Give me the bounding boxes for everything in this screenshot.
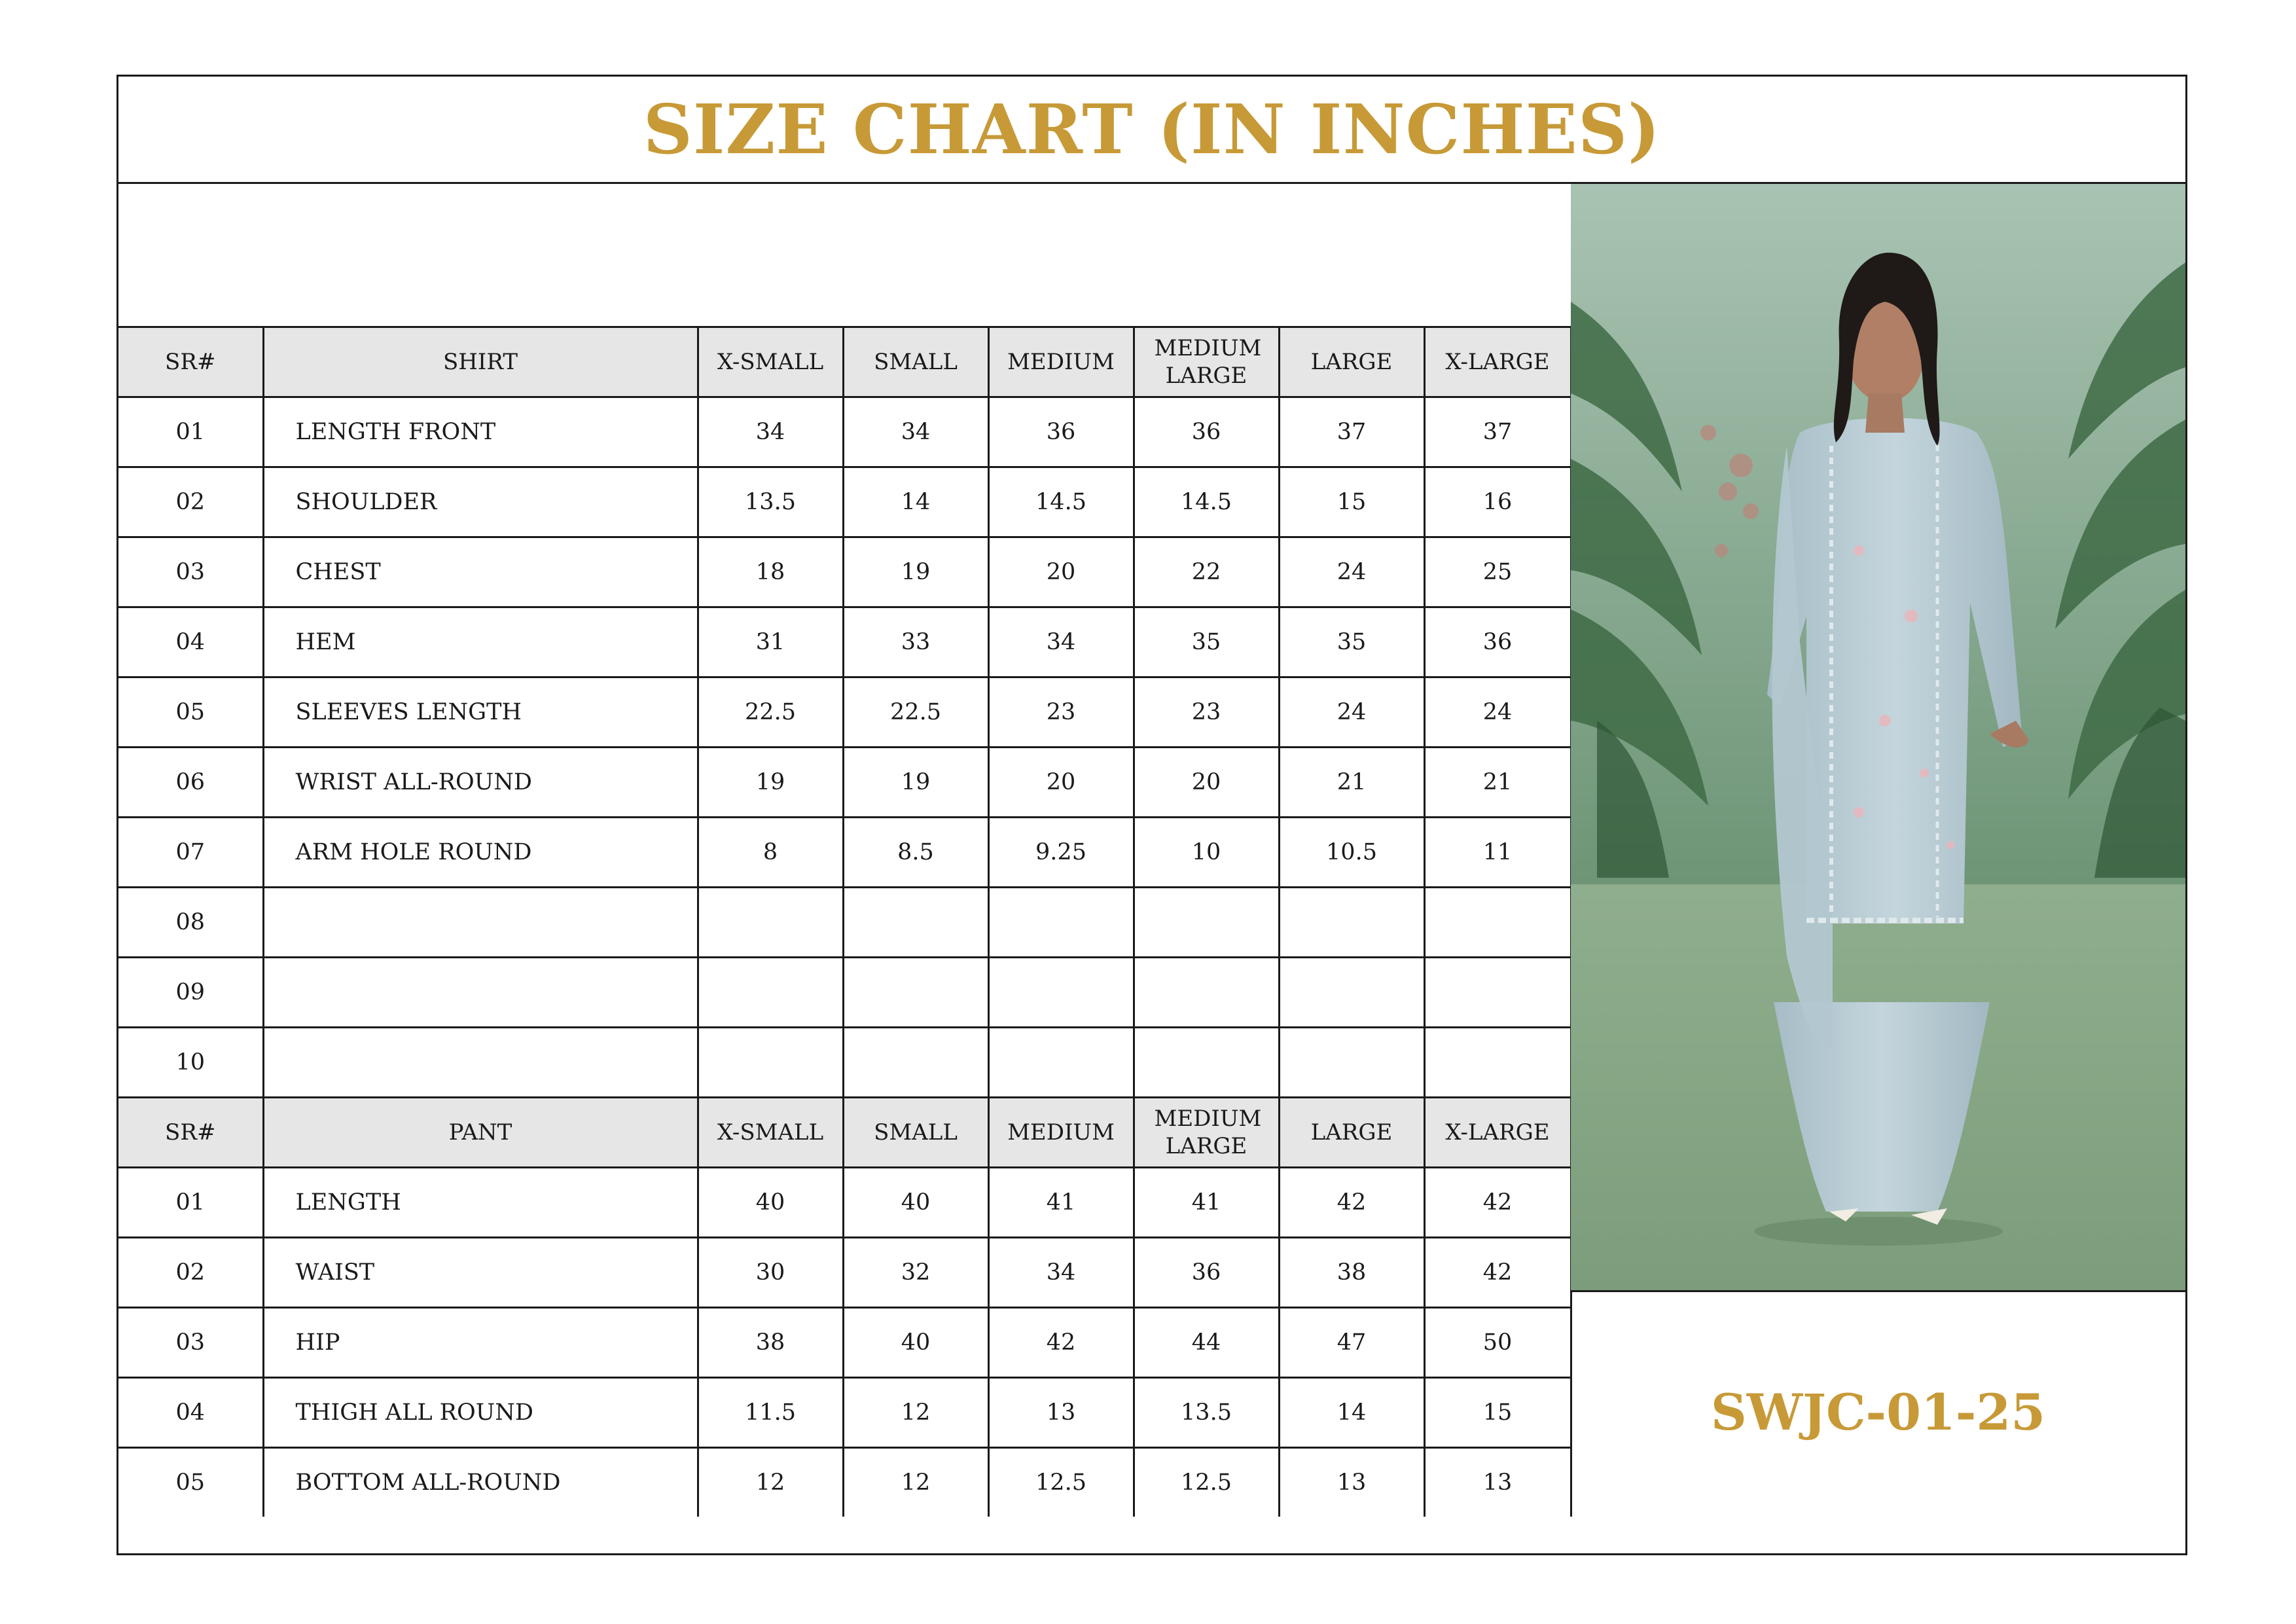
size-value-cell: 20 xyxy=(988,537,1134,607)
size-value-cell: 8.5 xyxy=(843,818,988,888)
size-value-cell: 14 xyxy=(843,467,988,537)
size-value-cell: 16 xyxy=(1424,467,1571,537)
serial-number-cell: 10 xyxy=(118,1028,263,1098)
column-header: X-SMALL xyxy=(698,1098,843,1168)
column-header: MEDIUM LARGE xyxy=(1134,1098,1279,1168)
size-value-cell xyxy=(1424,1028,1571,1098)
size-value-cell xyxy=(988,888,1134,958)
size-chart-frame xyxy=(117,75,2187,1555)
serial-number-cell: 04 xyxy=(118,1378,263,1448)
size-value-cell: 34 xyxy=(988,1238,1134,1308)
size-value-cell: 44 xyxy=(1134,1308,1279,1378)
pant-row xyxy=(118,1238,1571,1308)
size-value-cell: 14.5 xyxy=(988,467,1134,537)
size-value-cell: 33 xyxy=(843,607,988,677)
size-value-cell: 8 xyxy=(698,818,843,888)
serial-number-cell: 04 xyxy=(118,607,263,677)
size-value-cell: 21 xyxy=(1424,748,1571,818)
size-value-cell: 42 xyxy=(988,1308,1134,1378)
size-value-cell: 40 xyxy=(843,1308,988,1378)
size-value-cell: 14 xyxy=(1279,1378,1424,1448)
column-header: LARGE xyxy=(1279,327,1424,397)
column-header: X-LARGE xyxy=(1424,327,1571,397)
size-value-cell: 13 xyxy=(988,1378,1134,1448)
column-header: MEDIUM xyxy=(988,327,1134,397)
serial-number-cell: 02 xyxy=(118,467,263,537)
size-value-cell: 25 xyxy=(1424,537,1571,607)
size-value-cell: 50 xyxy=(1424,1308,1571,1378)
serial-number-cell: 01 xyxy=(118,1168,263,1238)
serial-number-cell: 07 xyxy=(118,818,263,888)
size-value-cell: 13 xyxy=(1424,1448,1571,1517)
shirt-row xyxy=(118,888,1571,958)
product-code: SWJC-01-25 xyxy=(1710,1382,2046,1441)
shirt-row xyxy=(118,467,1571,537)
measurement-name-cell: CHEST xyxy=(263,537,698,607)
size-value-cell: 24 xyxy=(1279,677,1424,748)
measurement-name-cell: LENGTH xyxy=(263,1168,698,1238)
size-value-cell: 36 xyxy=(988,397,1134,467)
blank-header-space xyxy=(118,184,1571,326)
model-photo xyxy=(1571,184,2185,1292)
size-value-cell: 13.5 xyxy=(698,467,843,537)
size-value-cell xyxy=(843,1028,988,1098)
size-value-cell: 13.5 xyxy=(1134,1378,1279,1448)
pant-header-row xyxy=(118,1098,1571,1168)
serial-number-cell: 02 xyxy=(118,1238,263,1308)
column-header: SR# xyxy=(118,1098,263,1168)
size-value-cell: 10.5 xyxy=(1279,818,1424,888)
size-value-cell: 14.5 xyxy=(1134,467,1279,537)
size-value-cell: 36 xyxy=(1424,607,1571,677)
size-value-cell xyxy=(988,1028,1134,1098)
size-value-cell xyxy=(1134,888,1279,958)
size-value-cell: 22 xyxy=(1134,537,1279,607)
size-value-cell: 19 xyxy=(843,748,988,818)
shirt-row xyxy=(118,537,1571,607)
column-header: X-SMALL xyxy=(698,327,843,397)
shirt-row xyxy=(118,607,1571,677)
size-value-cell: 11.5 xyxy=(698,1378,843,1448)
size-value-cell: 40 xyxy=(843,1168,988,1238)
size-value-cell: 38 xyxy=(1279,1238,1424,1308)
size-value-cell xyxy=(1279,1028,1424,1098)
serial-number-cell: 09 xyxy=(118,958,263,1028)
measurement-name-cell: LENGTH FRONT xyxy=(263,397,698,467)
size-table-area xyxy=(118,184,1571,1555)
measurement-name-cell: BOTTOM ALL-ROUND xyxy=(263,1448,698,1517)
size-value-cell: 22.5 xyxy=(843,677,988,748)
measurement-name-cell: HEM xyxy=(263,607,698,677)
size-value-cell xyxy=(1424,958,1571,1028)
size-value-cell: 24 xyxy=(1279,537,1424,607)
measurement-name-cell: WRIST ALL-ROUND xyxy=(263,748,698,818)
serial-number-cell: 03 xyxy=(118,537,263,607)
size-value-cell: 36 xyxy=(1134,397,1279,467)
size-value-cell: 37 xyxy=(1424,397,1571,467)
pant-row xyxy=(118,1378,1571,1448)
size-value-cell: 23 xyxy=(1134,677,1279,748)
column-header: SR# xyxy=(118,327,263,397)
size-value-cell: 12 xyxy=(698,1448,843,1517)
size-value-cell: 34 xyxy=(988,607,1134,677)
page-title: SIZE CHART (IN INCHES) xyxy=(643,89,1661,170)
size-value-cell: 35 xyxy=(1134,607,1279,677)
size-value-cell: 42 xyxy=(1279,1168,1424,1238)
pant-row xyxy=(118,1308,1571,1378)
size-value-cell xyxy=(1134,958,1279,1028)
size-value-cell xyxy=(698,888,843,958)
measurement-name-cell xyxy=(263,958,698,1028)
size-value-cell: 12.5 xyxy=(988,1448,1134,1517)
measurement-name-cell xyxy=(263,1028,698,1098)
shirt-row xyxy=(118,748,1571,818)
measurement-name-cell: SHOULDER xyxy=(263,467,698,537)
column-header: SHIRT xyxy=(263,327,698,397)
size-value-cell xyxy=(988,958,1134,1028)
product-panel xyxy=(1571,184,2185,1555)
column-header: LARGE xyxy=(1279,1098,1424,1168)
size-value-cell: 18 xyxy=(698,537,843,607)
size-value-cell: 15 xyxy=(1279,467,1424,537)
size-value-cell xyxy=(698,958,843,1028)
pant-row xyxy=(118,1448,1571,1517)
size-value-cell: 11 xyxy=(1424,818,1571,888)
shirt-row xyxy=(118,958,1571,1028)
size-value-cell xyxy=(1424,888,1571,958)
serial-number-cell: 05 xyxy=(118,677,263,748)
size-value-cell: 21 xyxy=(1279,748,1424,818)
serial-number-cell: 05 xyxy=(118,1448,263,1517)
size-value-cell: 30 xyxy=(698,1238,843,1308)
serial-number-cell: 01 xyxy=(118,397,263,467)
size-value-cell: 20 xyxy=(1134,748,1279,818)
size-value-cell: 12 xyxy=(843,1448,988,1517)
size-value-cell: 35 xyxy=(1279,607,1424,677)
size-value-cell: 41 xyxy=(1134,1168,1279,1238)
size-value-cell: 23 xyxy=(988,677,1134,748)
size-value-cell: 32 xyxy=(843,1238,988,1308)
column-header: X-LARGE xyxy=(1424,1098,1571,1168)
size-value-cell: 42 xyxy=(1424,1238,1571,1308)
size-table xyxy=(118,326,1572,1517)
size-value-cell: 40 xyxy=(698,1168,843,1238)
size-value-cell: 24 xyxy=(1424,677,1571,748)
size-value-cell: 41 xyxy=(988,1168,1134,1238)
column-header: PANT xyxy=(263,1098,698,1168)
column-header: SMALL xyxy=(843,327,988,397)
column-header: MEDIUM LARGE xyxy=(1134,327,1279,397)
product-code-area xyxy=(1571,1292,2185,1555)
size-value-cell: 42 xyxy=(1424,1168,1571,1238)
measurement-name-cell: WAIST xyxy=(263,1238,698,1308)
title-row xyxy=(118,77,2185,184)
size-value-cell xyxy=(698,1028,843,1098)
size-value-cell xyxy=(1134,1028,1279,1098)
size-value-cell xyxy=(1279,888,1424,958)
size-value-cell: 13 xyxy=(1279,1448,1424,1517)
size-value-cell: 34 xyxy=(843,397,988,467)
size-value-cell: 22.5 xyxy=(698,677,843,748)
size-value-cell: 34 xyxy=(698,397,843,467)
serial-number-cell: 08 xyxy=(118,888,263,958)
size-value-cell xyxy=(843,888,988,958)
size-value-cell: 19 xyxy=(843,537,988,607)
size-value-cell: 10 xyxy=(1134,818,1279,888)
pant-row xyxy=(118,1168,1571,1238)
size-value-cell: 38 xyxy=(698,1308,843,1378)
size-value-cell: 31 xyxy=(698,607,843,677)
shirt-row xyxy=(118,397,1571,467)
size-value-cell: 47 xyxy=(1279,1308,1424,1378)
size-value-cell: 37 xyxy=(1279,397,1424,467)
serial-number-cell: 03 xyxy=(118,1308,263,1378)
measurement-name-cell: THIGH ALL ROUND xyxy=(263,1378,698,1448)
column-header: SMALL xyxy=(843,1098,988,1168)
measurement-name-cell: ARM HOLE ROUND xyxy=(263,818,698,888)
size-value-cell: 36 xyxy=(1134,1238,1279,1308)
size-value-cell: 20 xyxy=(988,748,1134,818)
column-header: MEDIUM xyxy=(988,1098,1134,1168)
size-value-cell: 12.5 xyxy=(1134,1448,1279,1517)
shirt-row xyxy=(118,818,1571,888)
size-value-cell: 19 xyxy=(698,748,843,818)
shirt-header-row xyxy=(118,327,1571,397)
measurement-name-cell: SLEEVES LENGTH xyxy=(263,677,698,748)
size-value-cell: 9.25 xyxy=(988,818,1134,888)
shirt-row xyxy=(118,677,1571,748)
serial-number-cell: 06 xyxy=(118,748,263,818)
shirt-row xyxy=(118,1028,1571,1098)
measurement-name-cell: HIP xyxy=(263,1308,698,1378)
size-value-cell xyxy=(843,958,988,1028)
size-value-cell: 12 xyxy=(843,1378,988,1448)
size-value-cell: 15 xyxy=(1424,1378,1571,1448)
measurement-name-cell xyxy=(263,888,698,958)
size-value-cell xyxy=(1279,958,1424,1028)
